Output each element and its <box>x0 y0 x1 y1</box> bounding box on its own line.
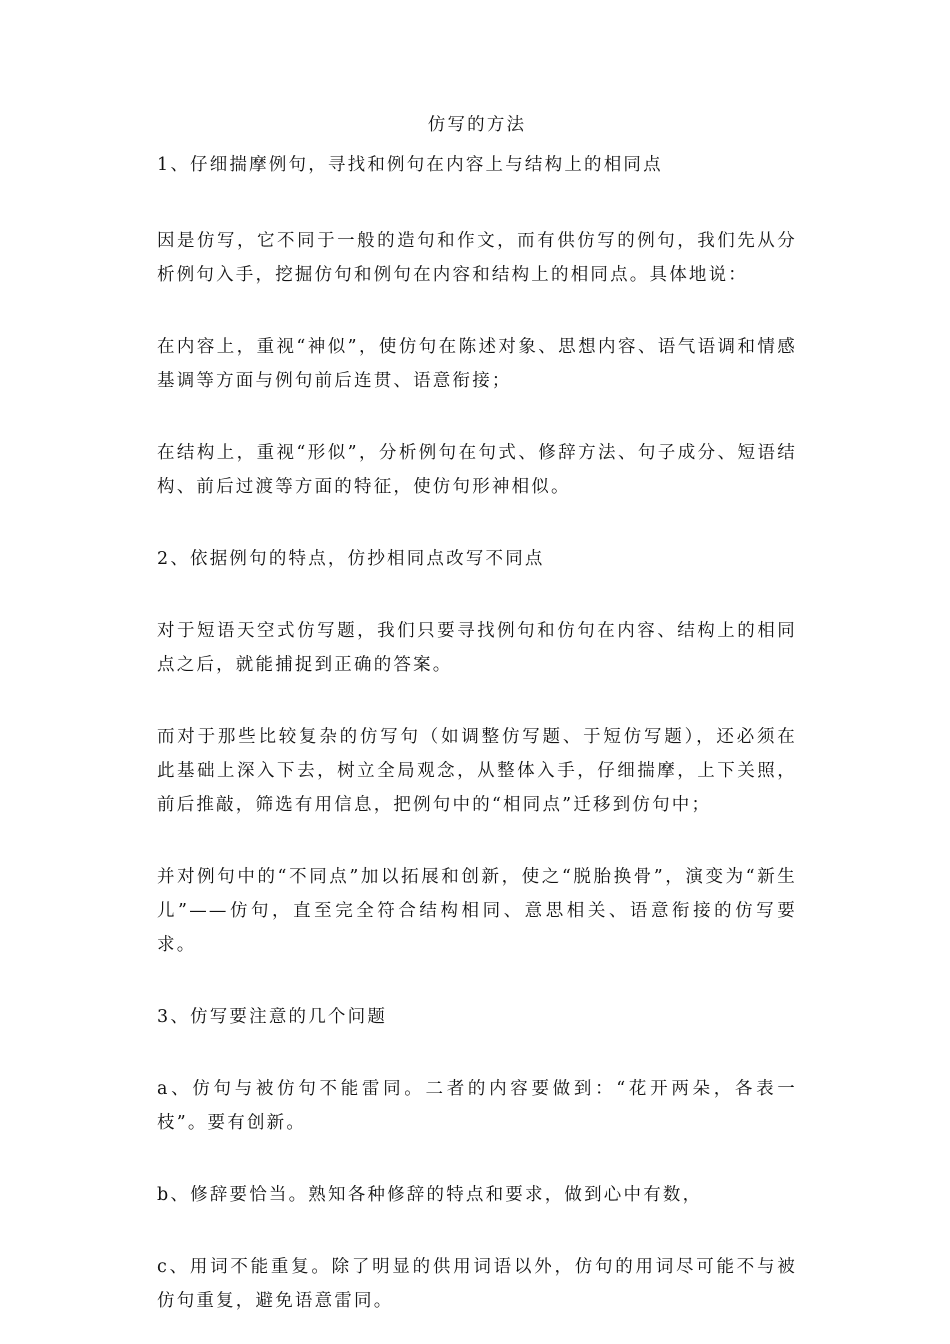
section-heading-3: 3、仿写要注意的几个问题 <box>157 1007 388 1027</box>
document-title: 仿写的方法 <box>427 115 527 135</box>
paragraph-short-phrase: 对于短语天空式仿写题，我们只要寻找例句和仿句在内容、结构上的相同点之后，就能捕捉到正确的答案。 <box>157 621 797 675</box>
paragraph-point-a: a、仿句与被仿句不能雷同。二者的内容要做到：“花开两朵，各表一枝”。要有创新。 <box>157 1079 797 1133</box>
paragraph-content: 在内容上，重视“神似”，使仿句在陈述对象、思想内容、语气语调和情感基调等方面与例句前后连贯、语意衔接； <box>157 337 797 391</box>
paragraph-point-b: b、修辞要恰当。熟知各种修辞的特点和要求，做到心中有数， <box>157 1185 703 1205</box>
paragraph-complex: 而对于那些比较复杂的仿写句（如调整仿写题、于短仿写题），还必须在此基础上深入下去，树立全局观念，从整体入手，仔细揣摩，上下关照，前后推敲，筛选有用信息，把例句中的“相同点”迁移到仿句中； <box>157 727 797 815</box>
section-heading-2: 2、依据例句的特点，仿抄相同点改写不同点 <box>157 549 545 569</box>
paragraph-point-c: c、用词不能重复。除了明显的供用词语以外，仿句的用词尽可能不与被仿句重复，避免语意雷同。 <box>157 1257 797 1311</box>
paragraph-structure: 在结构上，重视“形似”，分析例句在句式、修辞方法、句子成分、短语结构、前后过渡等方面的特征，使仿句形神相似。 <box>157 443 797 497</box>
document-page <box>157 108 797 1318</box>
section-heading-1: 1、仔细揣摩例句，寻找和例句在内容上与结构上的相同点 <box>157 155 663 175</box>
paragraph-intro: 因是仿写，它不同于一般的造句和作文，而有供仿写的例句，我们先从分析例句入手，挖掘仿句和例句在内容和结构上的相同点。具体地说： <box>157 231 797 285</box>
paragraph-differences: 并对例句中的“不同点”加以拓展和创新，使之“脱胎换骨”，演变为“新生儿”——仿句，直至完全符合结构相同、意思相关、语意衔接的仿写要求。 <box>157 867 797 955</box>
